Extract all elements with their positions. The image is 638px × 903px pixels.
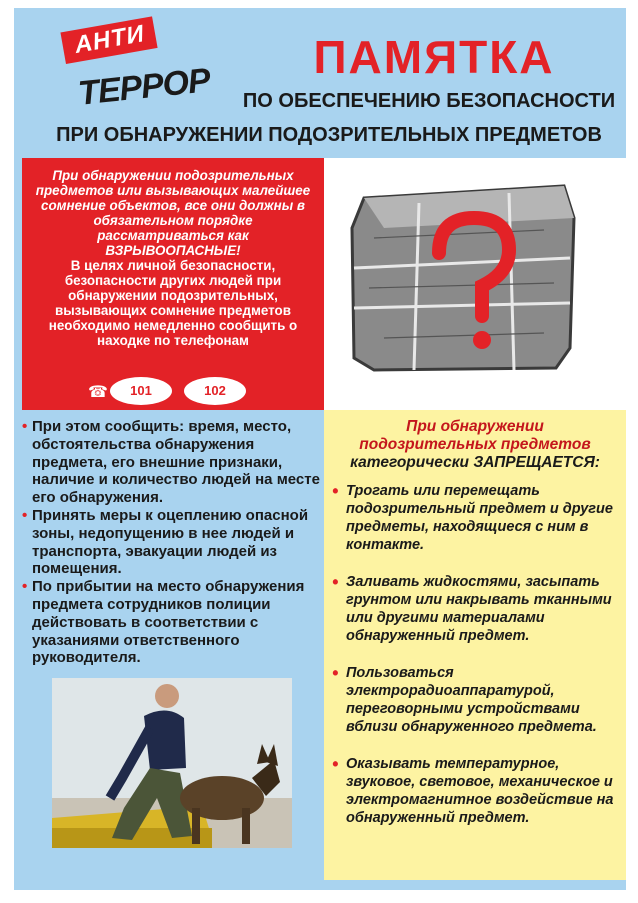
- prohibited-panel: [324, 410, 626, 880]
- prohibited-heading-1: При обнаружении: [406, 418, 544, 435]
- prohibited-heading-3: категорически ЗАПРЕЩАЕТСЯ:: [350, 454, 600, 471]
- warning-text-2: В целях личной безопасности, безопасности других людей при обнаружении подозрительных, вызывающих сомнение предметов необходимо немедленно сообщить о находке по телефонам: [48, 258, 298, 348]
- warning-emphasis: ВЗРЫВООПАСНЫЕ!: [105, 243, 241, 258]
- instruction-item: • По прибытии на место обнаружения предмета сотрудников полиции действовать в соответствии с указаниями ответственного руководителя.: [22, 578, 322, 667]
- warning-panel: [22, 158, 324, 410]
- prohibited-item: • Заливать жидкостями, засыпать грунтом или накрывать тканными или другими материалами обнаруженный предмет.: [332, 573, 620, 645]
- poster: [14, 8, 626, 890]
- prohibited-heading-2: подозрительных предметов: [359, 436, 591, 453]
- phone-102: 102: [184, 377, 246, 405]
- police-dog-photo: [52, 678, 292, 848]
- warning-text-1: При обнаружении подозрительных предметов или вызывающих малейшее сомнение объектов, все они должны в обязательном порядке рассматриваться как: [35, 168, 311, 243]
- anti-terror-logo: [66, 20, 212, 118]
- prohibited-item: • Трогать или перемещать подозрительный предмет и другие предметы, находящиеся с ним в контакте.: [332, 482, 620, 554]
- warning-text: [34, 168, 312, 348]
- prohibited-heading: [324, 418, 626, 472]
- instruction-item: • При этом сообщить: время, место, обстоятельства обнаружения предмета, его внешние признаки, наличие и количество людей на месте его обнаружения.: [22, 418, 322, 507]
- telephone-icon: ☎: [88, 384, 108, 401]
- prohibited-list: [332, 482, 620, 846]
- instructions-list: [22, 418, 322, 667]
- subtitle-2: ПРИ ОБНАРУЖЕНИИ ПОДОЗРИТЕЛЬНЫХ ПРЕДМЕТОВ: [56, 124, 602, 146]
- logo-anti: АНТИ: [60, 16, 157, 64]
- page-title: ПАМЯТКА: [313, 31, 555, 83]
- instruction-item: • Принять меры к оцеплению опасной зоны, недопущению в нее людей и транспорта, эвакуации людей из помещения.: [22, 507, 322, 578]
- subtitle-1: ПО ОБЕСПЕЧЕНИЮ БЕЗОПАСНОСТИ: [242, 90, 616, 112]
- logo-terror: ТЕРРОР: [76, 61, 212, 113]
- prohibited-item: • Оказывать температурное, звуковое, световое, механическое и электромагнитное воздействие на обнаруженный предмет.: [332, 755, 620, 827]
- suspicious-package-image: [324, 158, 626, 410]
- phone-101: 101: [110, 377, 172, 405]
- prohibited-item: • Пользоваться электрорадиоаппаратурой, переговорными устройствами вблизи обнаруженного предмета.: [332, 664, 620, 736]
